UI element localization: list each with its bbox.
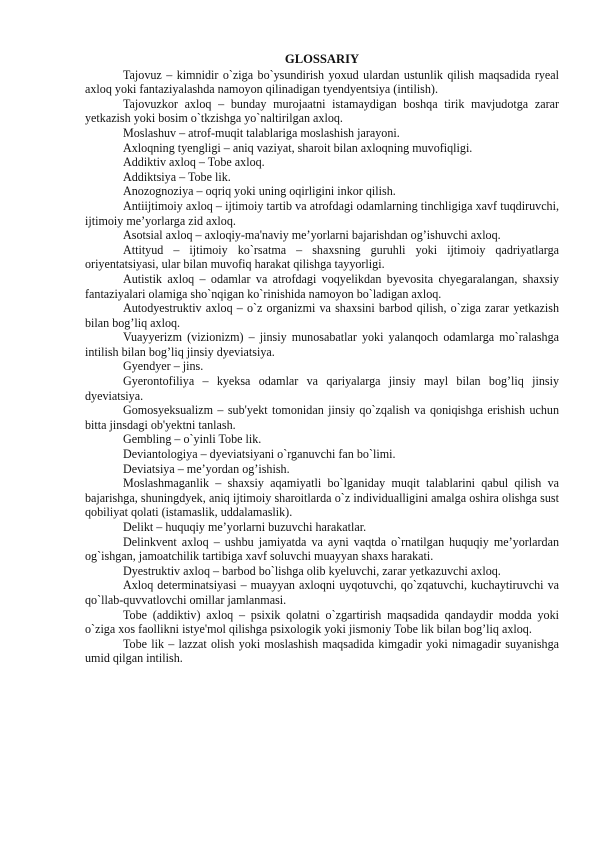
glossary-entry: Addiktsiya – Tobe lik. bbox=[123, 169, 231, 184]
glossary-entry: Anozognoziya – oqriq yoki uning oqirligini inkor qilish. bbox=[123, 184, 396, 199]
glossary-entry: Addiktiv axloq – Tobe axloq. bbox=[123, 155, 265, 170]
glossary-entry: Moslashmaganlik – shaxsiy aqamiyatli bo`lganiday muqit talablarini qabul qilish va bajarishga, shuningdyek, aniq ijtimoiy sharoitlarda o`z individualligini amalga oshira olishga sust qobiliyat qolati (istamaslik, uddalamaslik). bbox=[85, 476, 559, 520]
glossary-entry: Asotsial axloq – axloqiy-ma'naviy me’yorlarni bajarishdan og’ishuvchi axloq. bbox=[123, 228, 501, 243]
glossary-entry: Attityud – ijtimoiy ko`rsatma – shaxsning guruhli yoki ijtimoiy qadriyatlarga oriyentatsiyasi, ular bilan muvofiq harakat qilishga tayyorligi. bbox=[85, 242, 559, 272]
glossary-entry: Deviatsiya – me’yordan og’ishish. bbox=[123, 461, 290, 476]
glossary-page bbox=[85, 52, 559, 666]
glossary-entry: Tajovuzkor axloq – bunday murojaatni istamaydigan boshqa tirik mavjudotga zarar yetkazish yoki bosim o`tkzishga yo`naltirilgan axloq. bbox=[85, 96, 559, 126]
glossary-entry: Gembling – o`yinli Tobe lik. bbox=[123, 432, 262, 447]
glossary-entry: Dyestruktiv axloq – barbod bo`lishga olib kyeluvchi, zarar yetkazuvchi axloq. bbox=[123, 563, 501, 578]
glossary-entry: Gomosyeksualizm – sub'yekt tomonidan jinsiy qo`zqalish va qoniqishga erishish uchun bitta jinsdagi ob'yektni tanlash. bbox=[85, 403, 559, 432]
glossary-entry: Axloqning tyengligi – aniq vaziyat, sharoit bilan axloqning muvofiqligi. bbox=[123, 140, 473, 155]
glossary-entry: Vuayyerizm (vizionizm) – jinsiy munosabatlar yoki yalanqoch odamlarga mo`ralashga intilish bilan bog’liq jinsiy dyeviatsiya. bbox=[85, 330, 559, 359]
glossary-entry: Tajovuz – kimnidir o`ziga bo`ysundirish yoxud ulardan ustunlik qilish maqsadida ryeal axloq yoki fantaziyalashda namoyon qilinadigan tyendyentsiya (intilish). bbox=[85, 67, 559, 97]
glossary-entry: Delikt – huquqiy me’yorlarni buzuvchi harakatlar. bbox=[123, 520, 367, 534]
glossary-entry: Deviantologiya – dyeviatsiyani o`rganuvchi fan bo`limi. bbox=[123, 447, 396, 462]
glossary-entry: Autodyestruktiv axloq – o`z organizmi va shaxsini barbod qilish, o`ziga zarar yetkazish bilan bog’liq axloq. bbox=[85, 301, 559, 330]
glossary-entry: Moslashuv – atrof-muqit talablariga moslashish jarayoni. bbox=[123, 125, 400, 140]
glossary-entry: Gyerontofiliya – kyeksa odamlar va qariyalarga jinsiy mayl bilan bog’liq jinsiy dyeviatsiya. bbox=[85, 374, 559, 403]
glossary-entry: Tobe lik – lazzat olish yoki moslashish maqsadida kimgadir yoki nimagadir suyanishga umid qilgan intilish. bbox=[85, 636, 559, 666]
glossary-entry: Gyendyer – jins. bbox=[123, 359, 204, 374]
glossary-entry: Tobe (addiktiv) axloq – psixik qolatni o`zgartirish maqsadida qandaydir modda yoki o`ziga xos faollikni istye'mol qilishga psixologik yoki jismoniy Tobe lik bilan bog’liq axloq. bbox=[85, 607, 559, 637]
glossary-entry: Axloq determinatsiyasi – muayyan axloqni uyqotuvchi, qo`zqatuvchi, kuchaytiruvchi va qo`llab-quvvatlovchi omillar jamlanmasi. bbox=[85, 578, 559, 607]
glossary-entry: Delinkvent axloq – ushbu jamiyatda va ayni vaqtda o`rnatilgan huquqiy me’yorlardan og`ishgan, jamoatchilik tartibiga xavf soluvchi muayyan shaxs harakati. bbox=[85, 534, 559, 564]
glossary-entry: Antiijtimoiy axloq – ijtimoiy tartib va atrofdagi odamlarning tinchligiga xavf tuqdiruvchi, ijtimoiy me’yorlarga zid axloq. bbox=[85, 198, 559, 228]
page-title: GLOSSARIY bbox=[284, 52, 360, 66]
glossary-entry: Autistik axloq – odamlar va atrofdagi voqyelikdan byevosita chyegaralangan, shaxsiy fantaziyalari olamiga sho`nqigan ko`rinishida namoyon bo`ladigan axloq. bbox=[85, 271, 559, 301]
